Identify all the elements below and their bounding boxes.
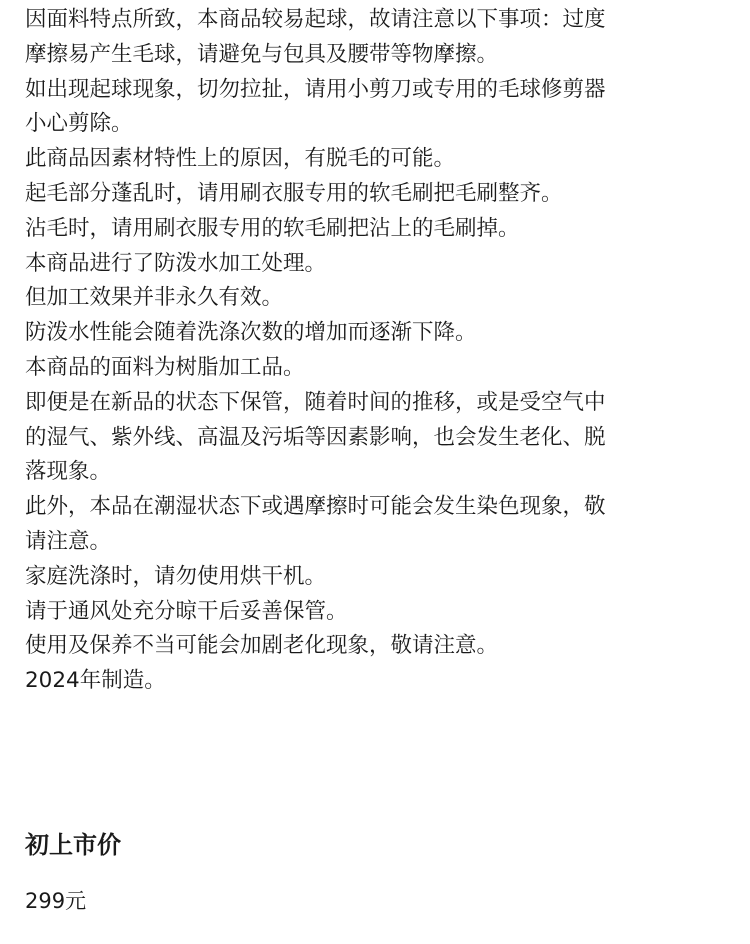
care-note-line: 家庭洗涤时，请勿使用烘干机。	[25, 563, 327, 589]
launch-price-heading: 初上市价	[25, 831, 121, 859]
care-note-line: 因面料特点所致，本商品较易起球，故请注意以下事项：过度	[25, 7, 606, 32]
care-note-line: 使用及保养不当可能会加剧老化现象，敬请注意。	[25, 633, 499, 659]
care-note-line: 此外，本品在潮湿状态下或遇摩擦时可能会发生染色现象，敬	[25, 494, 606, 520]
care-note-line: 摩擦易产生毛球，请避免与包具及腰带等物摩擦。	[25, 41, 499, 67]
care-note-line: 但加工效果并非永久有效。	[25, 285, 284, 311]
launch-price-value: 299元	[25, 889, 87, 913]
manufacture-year: 2024年制造。	[25, 668, 166, 694]
care-note-line: 此商品因素材特性上的原因，有脱毛的可能。	[25, 146, 456, 172]
care-note-line: 如出现起球现象，切勿拉扯，请用小剪刀或专用的毛球修剪器	[25, 76, 606, 102]
care-note-line: 请于通风处充分晾干后妥善保管。	[25, 598, 348, 624]
care-note-line: 沾毛时，请用刷衣服专用的软毛刷把沾上的毛刷掉。	[25, 215, 520, 241]
care-note-line: 本商品进行了防泼水加工处理。	[25, 250, 327, 276]
care-note-line: 的湿气、紫外线、高温及污垢等因素影响，也会发生老化、脱	[25, 424, 606, 450]
launch-price-section	[25, 828, 121, 913]
care-note-line: 小心剪除。	[25, 111, 133, 137]
care-note-line: 起毛部分蓬乱时，请用刷衣服专用的软毛刷把毛刷整齐。	[25, 180, 563, 206]
care-note-line: 防泼水性能会随着洗涤次数的增加而逐渐下降。	[25, 320, 477, 346]
care-note-line: 本商品的面料为树脂加工品。	[25, 354, 305, 380]
care-note-line: 落现象。	[25, 459, 112, 485]
care-notes-list	[25, 3, 730, 699]
care-note-line: 即便是在新品的状态下保管，随着时间的推移，或是受空气中	[25, 389, 606, 415]
care-note-line: 请注意。	[25, 528, 112, 554]
